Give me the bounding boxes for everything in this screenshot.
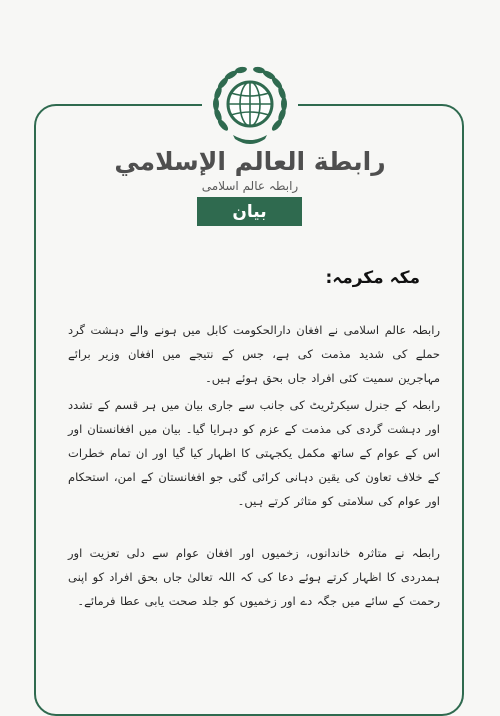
- org-name-urdu: رابطہ عالم اسلامی: [201, 179, 299, 193]
- statement-label-bar: [197, 197, 302, 226]
- dateline: مکہ مکرمہ:: [325, 268, 420, 288]
- paragraph-3: رابطہ نے متاثرہ خاندانوں، زخمیوں اور افغان عوام سے دلی تعزیت اور ہمدردی کا اظہار کرتے ہوئے دعا کی کہ اللہ تعالیٰ جاں بحق افراد کو اپنی رحمت کے سائے میں جگہ دے اور زخمیوں کو جلد صحت یابی عطا فرمائے۔: [68, 545, 440, 608]
- globe-wreath-emblem-icon: [202, 58, 298, 154]
- statement-label: بیان: [232, 201, 267, 222]
- paragraph-1: رابطہ عالم اسلامی نے افغان دارالحکومت کابل میں ہونے والے دہشت گرد حملے کی شدید مذمت کی ہے، جس کے نتیجے میں افغان وزیر برائے مہاجرین سمیت کئی افراد جاں بحق ہوئے ہیں۔: [68, 322, 440, 385]
- paragraph-2: رابطہ کے جنرل سیکرٹریٹ کی جانب سے جاری بیان میں ہر قسم کے تشدد اور دہشت گردی کی مذمت کے عزم کو دہرایا گیا۔ بیان میں افغانستان اور اس کے عوام کے ساتھ مکمل یکجہتی کا اظہار کیا گیا اور ان تمام خطرات کے خلاف تعاون کی یقین دہانی کرائی گئی جو افغانستان کے امن، استحکام اور عوام کی سلامتی کو متاثر کرتے ہیں۔: [68, 397, 440, 508]
- org-name-arabic: رابطة العالم الإسلامي: [114, 147, 386, 176]
